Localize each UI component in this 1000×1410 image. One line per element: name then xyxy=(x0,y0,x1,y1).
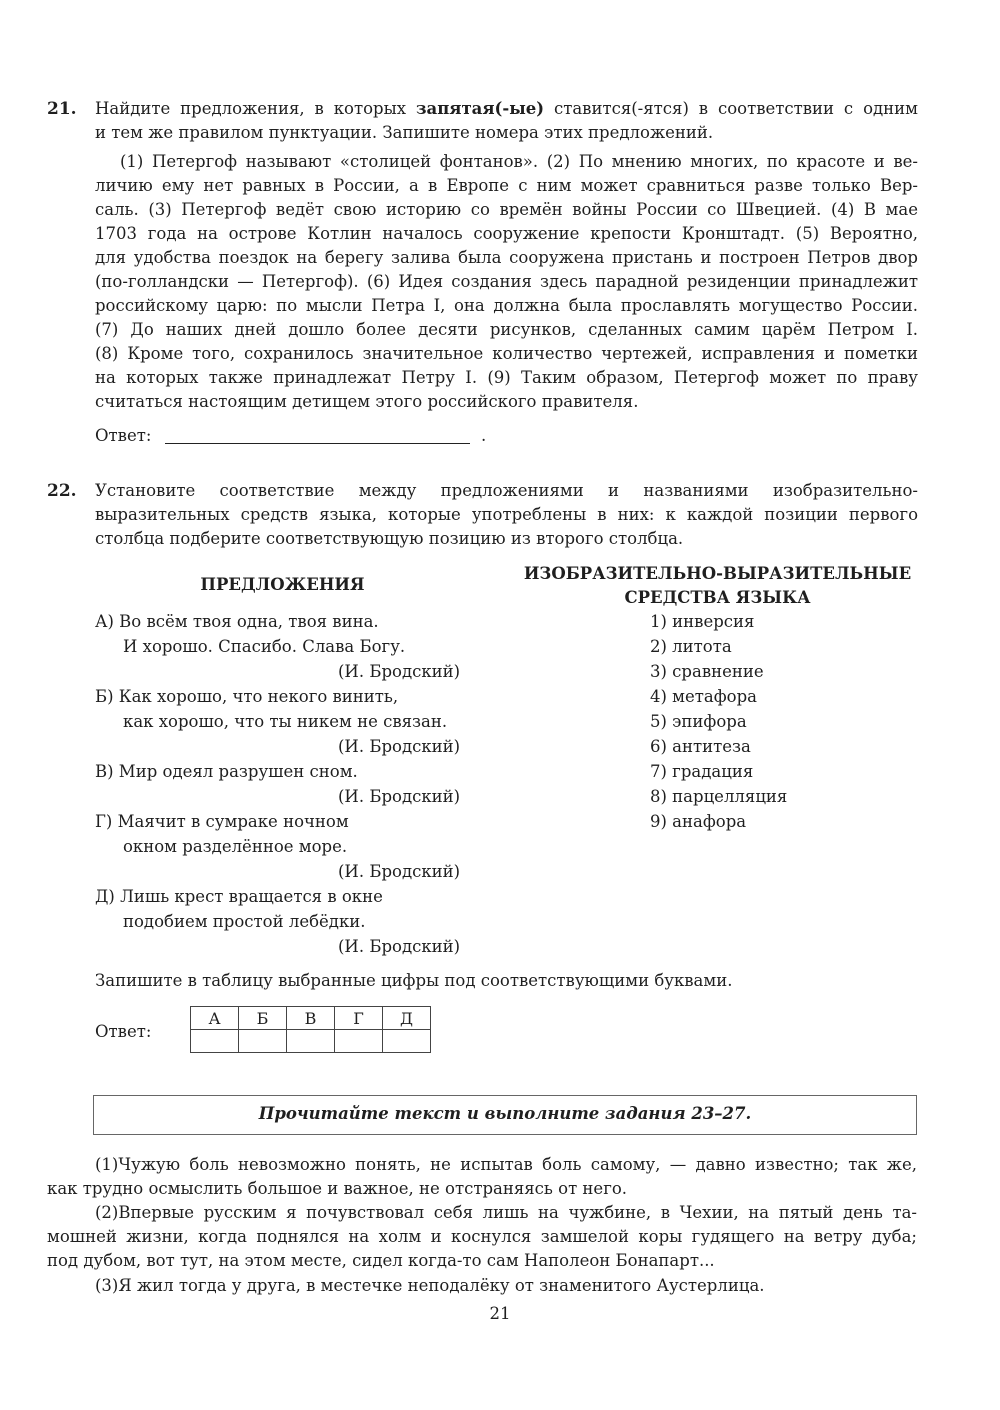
task-21-text-line: (7) До наших дней дошло более десяти рисунков, сделанных самим царём Петром I. xyxy=(95,320,918,339)
task-21-text-line: 1703 года на острове Котлин началось сооружение крепости Кронштадт. (5) Вероятно, xyxy=(95,224,918,243)
answer-cell[interactable] xyxy=(383,1030,431,1053)
task-21-question-start: Найдите предложения, в которых xyxy=(95,99,407,118)
page-number: 21 xyxy=(489,1304,511,1323)
task-21-question-line-2: и тем же правилом пунктуации. Запишите номера этих предложений. xyxy=(95,123,714,142)
reading-line: как трудно осмыслить большое и важное, не отстраняясь от него. xyxy=(47,1179,628,1198)
sentence-b-author: (И. Бродский) xyxy=(338,737,461,756)
task-21-question-bold: запятая(-ые) xyxy=(415,99,545,118)
means-item: 9) анафора xyxy=(650,812,747,831)
sentence-d-line-2: подобием простой лебёдки. xyxy=(123,912,366,931)
answer-cell[interactable] xyxy=(239,1030,287,1053)
task-21-text-line: для удобства поездок на берегу залива была сооружена пристань и построен Петров двор xyxy=(95,248,918,267)
means-item: 1) инверсия xyxy=(650,612,755,631)
task-21-answer-field[interactable] xyxy=(165,421,470,444)
answer-table-header: Д xyxy=(383,1007,431,1030)
task-21-text-line: российскому царю: по мысли Петра I, она должна была прославлять могущество России. xyxy=(95,296,918,315)
sentence-g-author: (И. Бродский) xyxy=(338,862,461,881)
means-item: 3) сравнение xyxy=(650,662,764,681)
means-item: 6) антитеза xyxy=(650,737,751,756)
sentence-a-author: (И. Бродский) xyxy=(338,662,461,681)
sentence-g-line-1: Г) Маячит в сумраке ночном xyxy=(95,812,349,831)
task-21-text-line: (8) Кроме того, сохранилось значительное количество чертежей, исправления и пометки xyxy=(95,344,918,363)
task-21-question-line-1 xyxy=(95,97,918,121)
sentence-d-author: (И. Бродский) xyxy=(338,937,461,956)
answer-table-header: А xyxy=(191,1007,239,1030)
answer-table-header-row xyxy=(191,1007,431,1030)
answer-table-header: В xyxy=(287,1007,335,1030)
reading-line: (2)Впервые русским я почувствовал себя лишь на чужбине, в Чехии, на пятый день та- xyxy=(95,1203,917,1222)
task-21-question-end: ставится(-ятся) в соответствии с одним xyxy=(553,99,918,118)
sentence-b-line-1: Б) Как хорошо, что некого винить, xyxy=(95,687,399,706)
task-22-question-line: столбца подберите соответствующую позицию из второго столбца. xyxy=(95,529,684,548)
task-21-text-line: (по-голландски — Петергоф). (6) Идея создания здесь парадной резиденции принадлежит xyxy=(95,272,918,291)
sentence-d-line-1: Д) Лишь крест вращается в окне xyxy=(95,887,383,906)
task-21-number: 21. xyxy=(47,99,77,119)
reading-line: мошней жизни, когда поднялся на холм и коснулся замшелой коры гудящего на ветру дуба; xyxy=(47,1227,917,1246)
task-21-text-line: считаться настоящим детищем этого российского правителя. xyxy=(95,392,639,411)
means-column-title-2: СРЕДСТВА ЯЗЫКА xyxy=(624,588,811,607)
means-item: 4) метафора xyxy=(650,687,757,706)
sentence-a-line-2: И хорошо. Спасибо. Слава Богу. xyxy=(123,637,406,656)
task-21-text-line: личию ему нет равных в России, а в Европе с ним может сравниться разве только Вер- xyxy=(95,176,918,195)
answer-cell[interactable] xyxy=(335,1030,383,1053)
reading-line: (3)Я жил тогда у друга, в местечке неподалёку от знаменитого Аустерлица. xyxy=(95,1276,765,1295)
sentence-v-author: (И. Бродский) xyxy=(338,787,461,806)
means-item: 5) эпифора xyxy=(650,712,747,731)
reading-line: под дубом, вот тут, на этом месте, сидел когда-то сам Наполеон Бонапарт... xyxy=(47,1251,715,1270)
sentence-b-line-2: как хорошо, что ты никем не связан. xyxy=(123,712,448,731)
sentence-a-line-1: А) Во всём твоя одна, твоя вина. xyxy=(95,612,379,631)
task-22-instruction: Запишите в таблицу выбранные цифры под соответствующими буквами. xyxy=(95,971,733,990)
sentence-v-line-1: В) Мир одеял разрушен сном. xyxy=(95,762,358,781)
answer-cell[interactable] xyxy=(191,1030,239,1053)
task-21-answer-label: Ответ: xyxy=(95,426,152,445)
means-item: 8) парцелляция xyxy=(650,787,788,806)
answer-table-header: Б xyxy=(239,1007,287,1030)
answer-cell[interactable] xyxy=(287,1030,335,1053)
task-22-number: 22. xyxy=(47,481,77,501)
task-21-answer-period: . xyxy=(481,426,487,445)
means-item: 7) градация xyxy=(650,762,754,781)
reading-banner: Прочитайте текст и выполните задания 23–27. xyxy=(93,1095,917,1135)
task-21-text-line: саль. (3) Петергоф ведёт свою историю со времён войны России со Швецией. (4) В мае xyxy=(95,200,918,219)
task-21-text-line: на которых также принадлежат Петру I. (9) Таким образом, Петергоф может по праву xyxy=(95,368,918,387)
sentences-column-title: ПРЕДЛОЖЕНИЯ xyxy=(200,575,365,594)
reading-line: (1)Чужую боль невозможно понять, не испытав боль самому, — давно известно; так же, xyxy=(95,1155,917,1174)
task-22-answer-table xyxy=(190,1006,431,1053)
task-21-text-line: (1) Петергоф называют «столицей фонтанов». (2) По мнению многих, по красоте и ве- xyxy=(120,152,918,171)
task-22-question-line: Установите соответствие между предложениями и названиями изобразительно- xyxy=(95,481,918,500)
sentence-g-line-2: окном разделённое море. xyxy=(123,837,348,856)
answer-table-header: Г xyxy=(335,1007,383,1030)
means-item: 2) литота xyxy=(650,637,732,656)
means-column-title-1: ИЗОБРАЗИТЕЛЬНО-ВЫРАЗИТЕЛЬНЫЕ xyxy=(523,564,912,583)
answer-table-input-row xyxy=(191,1030,431,1053)
task-22-answer-label: Ответ: xyxy=(95,1022,152,1041)
task-22-question-line: выразительных средств языка, которые употреблены в них: к каждой позиции первого xyxy=(95,505,918,524)
